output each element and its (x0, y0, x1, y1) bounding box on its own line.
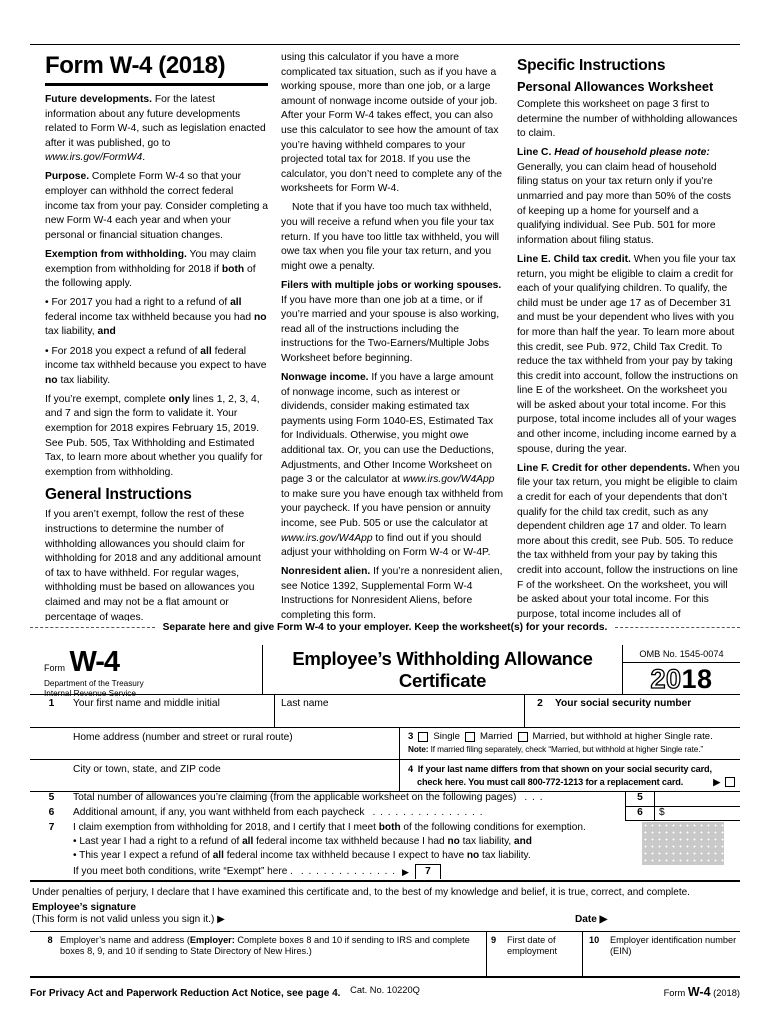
ssn-field[interactable] (525, 695, 740, 727)
line-4-number: 4 (408, 764, 413, 774)
title-rule (45, 83, 268, 86)
line-7-exempt-row (30, 863, 740, 879)
last-name-label: Last name (281, 698, 329, 709)
paragraph-future-developments: Future developments. For the latest information about any future developments related to Form W-4, such as legislation enacted after it was published, go to www.irs.gov/FormW4. (45, 94, 266, 164)
last-name-differs-checkbox[interactable] (725, 777, 735, 787)
line-7-intro (30, 821, 740, 835)
date-field[interactable]: Date ▶ (575, 914, 608, 925)
heading-specific-instructions: Specific Instructions (517, 57, 666, 74)
exempt-box-number: 7 (415, 864, 441, 879)
penalties-statement: Under penalties of perjury, I declare that I have examined this certificate and, to the best of my knowledge and belief, it is true, correct, and complete. (32, 887, 690, 898)
single-checkbox[interactable] (418, 732, 428, 742)
ssn-label: Your social security number (555, 698, 692, 709)
line-7-intro-text: I claim exemption from withholding for 2018, and I certify that I meet both of the following conditions for exemption. (73, 822, 586, 833)
separator-row (30, 622, 740, 633)
line-2-number: 2 (537, 698, 543, 709)
last-name-field[interactable] (275, 695, 525, 727)
paragraph-purpose: Purpose. Complete Form W-4 so that your employer can withhold the correct federal income tax from your pay. Consider completing a new Form W-4 each year and when your personal or financial situation changes. (45, 171, 268, 241)
certificate-title: Employee’s Withholding Allowance Certificate (292, 648, 593, 691)
instructions-column-left (45, 51, 268, 621)
filing-status-options (408, 731, 736, 742)
line-5-number: 5 (48, 792, 55, 803)
paragraph-nonwage-income: Nonwage income. If you have a large amount of nonwage income, such as interest or dividends, consider making estimated tax payments using Form 1040-ES, Estimated Tax for Individuals. Otherwise, you might owe additional tax. Or, you can use the Deductions, Adjustments, and Other Income Worksheet on page 3 or the calculator at www.irs.gov/W4App to make sure you have enough tax withheld from your paycheck. If you have pension or annuity income, see Pub. 505 or use the calculator at www.irs.gov/W4App to find out if you should adjust your withholding on Form W-4 or W-4P. (281, 371, 504, 559)
instructions-section (45, 51, 740, 621)
signature-validity-note: (This form is not valid unless you sign it.) ▶ (32, 914, 225, 925)
line-1-number: 1 (48, 698, 55, 709)
paragraph-note-withheld: Note that if you have too much tax withheld, you will receive a refund when you file your tax return. If you have too little tax withheld, you will owe tax when you file your tax return, and you might owe a penalty. (281, 202, 500, 272)
paragraph-complete-worksheet: Complete this worksheet on page 3 first to determine the number of withholding allowances to claim. (517, 99, 738, 140)
right-arrow-icon: ▶ (713, 776, 720, 787)
paragraph-using-calculator: using this calculator if you have a more complicated tax situation, such as if you have a working spouse, more than one job, or a large amount of nonwage income outside of your job. After your Form W-4 takes effect, you can also use this calculator to see how the amount of tax you’re having withheld compares to your projected total tax for 2018. If you use the calculator, you don’t need to complete any of the worksheets for Form W-4. (281, 52, 502, 195)
row-name-ssn (30, 695, 740, 728)
heading-personal-allowances-worksheet: Personal Allowances Worksheet (517, 79, 714, 94)
paragraph-line-e: Line E. Child tax credit. When you file your tax return, you might be eligible to claim a credit for each of your qualifying children. To qualify, the child must be under age 17 as of December 31 and must be your dependent who lives with you for more than half the year. To learn more about this credit, see Pub. 972, Child Tax Credit. To reduce the tax withheld from your pay by taking this credit into account, follow the instructions on line E of the worksheet. On the worksheet you will be asked about your total income. For this purpose, total income includes all of your wages and other income, including income earned by a spouse, during the year. (517, 253, 738, 455)
paragraph-general: If you aren’t exempt, follow the rest of these instructions to determine the number of withholding allowances you should claim for withholding for 2018 and any additional amount of tax to have withheld. For regular wages, withholding must be based on allowances you claimed and may not be a flat amount or percentage of wages. (45, 509, 261, 621)
signature-row[interactable] (30, 900, 740, 932)
form-title: Form W-4 (2018) (45, 52, 226, 79)
ein-field[interactable] (583, 932, 740, 976)
line-6-value-field[interactable] (655, 807, 740, 821)
line-4-line2: check here. You must call 800-772-1213 for a replacement card. (417, 776, 684, 787)
line-4-cell (400, 760, 740, 791)
first-name-field[interactable] (30, 695, 275, 727)
line-7-number: 7 (48, 822, 55, 833)
form-word: Form (44, 663, 65, 673)
paragraph-nonresident-alien: Nonresident alien. If you’re a nonresident alien, see Notice 1392, Supplemental Form W-4 Instructions for Nonresident Aliens, before completing this form. (281, 566, 503, 621)
first-name-label: Your first name and middle initial (73, 698, 220, 709)
line-6-label: Additional amount, if any, you want withheld from each paycheck (73, 807, 365, 818)
form-header-center (262, 645, 623, 694)
separator-dash-left (30, 627, 155, 628)
exempt-leader-dots: . . . . . . . . . . . . . (300, 866, 397, 877)
row-city-zip (30, 760, 740, 792)
privacy-act-notice: For Privacy Act and Paperwork Reduction Act Notice, see page 4. (30, 988, 341, 999)
city-state-zip-field[interactable] (30, 760, 400, 791)
line-5-value-field[interactable] (655, 792, 740, 807)
bullet-2017-refund: • For 2017 you had a right to a refund of all federal income tax withheld because you had no tax liability, and (45, 297, 267, 338)
exempt-instruction: If you meet both conditions, write “Exempt” here . (73, 866, 293, 877)
bullet-2018-refund: • For 2018 you expect a refund of all federal income tax withheld because you expect to have no tax liability. (45, 345, 267, 386)
top-rule (30, 44, 740, 45)
line-9-number: 9 (491, 935, 497, 945)
city-state-zip-label: City or town, state, and ZIP code (73, 764, 221, 775)
line-3-number: 3 (408, 731, 414, 742)
footer-form-number: W-4 (687, 985, 711, 999)
filing-status-cell (400, 728, 740, 759)
year-bold-digits: 18 (681, 664, 713, 694)
footer-form-year: (2018) (713, 988, 740, 998)
married-withhold-higher-checkbox[interactable] (518, 732, 528, 742)
omb-number: OMB No. 1545-0074 (623, 645, 740, 663)
department-line-2: Internal Revenue Service (44, 688, 136, 698)
home-address-label: Home address (number and street or rural route) (73, 732, 293, 743)
form-header-left (30, 645, 262, 698)
right-arrow-icon: ▶ (402, 867, 409, 877)
employer-name-address-field[interactable] (30, 932, 487, 976)
line-5-box-number: 5 (625, 792, 655, 807)
line-7-bullet-1: • Last year I had a right to a refund of all federal income tax withheld because I had no tax liability, and (73, 836, 532, 847)
married-withhold-higher-label: Married, but withhold at higher Single rate. (532, 731, 713, 742)
footer-form-word: Form (663, 988, 686, 998)
year-outline-digits: 20 (650, 664, 682, 694)
paragraph-filers-multiple-jobs: Filers with multiple jobs or working spouses. If you have more than one job at a time, or if you’re married and your spouse is also working, read all of the instructions including the instructions for the Two-Earners/Multiple Jobs Worksheet before beginning. (281, 279, 502, 364)
row-home-address (30, 728, 740, 760)
married-filing-note: Note: If married filing separately, check “Married, but withhold at higher Single rate.” (408, 745, 704, 754)
employer-row (30, 932, 740, 978)
employer-name-address-label: Employer’s name and address (Employer: Complete boxes 8 and 10 if sending to IRS and complete boxes 8, 9, and 10 if sending to State Directory of New Hires.) (60, 935, 470, 957)
line-8-number: 8 (47, 935, 53, 945)
form-header (30, 645, 740, 698)
employee-signature-label: Employee’s signature (32, 902, 136, 913)
form-header-right (623, 645, 740, 694)
line-4-text-2 (408, 776, 735, 789)
separator-text: Separate here and give Form W-4 to your employer. Keep the worksheet(s) for your records. (162, 622, 608, 633)
married-label: Married (480, 731, 513, 742)
first-date-employment-label: First date of employment (507, 935, 558, 957)
paragraph-line-f: Line F. Credit for other dependents. When you file your tax return, you might be eligible to claim a credit for each of your dependents that don’t qualify for the child tax credit, such as any dependent children age 17 and older. To learn more about this credit, see Pub. 505. To reduce the tax withheld from your pay by taking this credit into account, follow the instructions on line F of the worksheet. On the worksheet, you will be asked about your total income. For this purpose, total income includes all of (517, 462, 740, 620)
home-address-field[interactable] (30, 728, 400, 759)
single-label: Single (433, 731, 461, 742)
line-6-text-area (30, 807, 625, 821)
line-5-leader-dots: . . . (524, 792, 544, 803)
line-10-number: 10 (589, 935, 600, 945)
line-6-leader-dots: . . . . . . . . . . . . . . . (372, 807, 484, 818)
form-year (623, 663, 740, 695)
row-line-7 (30, 821, 740, 882)
heading-general-instructions: General Instructions (45, 486, 192, 504)
department-line-1: Department of the Treasury (44, 679, 144, 688)
line-4-check-area (707, 776, 735, 789)
line-5-text-area (30, 792, 625, 807)
row-line-5 (30, 792, 740, 807)
footer-form-id (664, 985, 740, 999)
line-6-number: 6 (48, 807, 55, 818)
dollar-sign: $ (659, 807, 665, 818)
first-date-employment-field[interactable] (487, 932, 583, 976)
line-4-line1: If your last name differs from that shown on your social security card, (417, 764, 712, 774)
w4-certificate-form (30, 645, 740, 999)
page-footer (30, 978, 740, 999)
line-6-box-number: 6 (625, 807, 655, 821)
paragraph-exempt-complete: If you’re exempt, complete only lines 1, 2, 3, 4, and 7 and sign the form to validate it. Your exemption for 2018 expires February 15, 2019. See Pub. 505, Tax Withholding and Estimated Tax, to learn more about whether you qualify for exemption from withholding. (45, 393, 263, 478)
instructions-column-right (517, 51, 740, 621)
ein-label: Employer identification number (EIN) (610, 935, 737, 957)
catalog-number: Cat. No. 10220Q (350, 985, 420, 995)
line-5-label: Total number of allowances you’re claiming (from the applicable worksheet on the following pages) (73, 792, 517, 803)
paragraph-line-c: Line C. Head of household please note: Generally, you can claim head of household filing status on your tax return only if you’re unmarried and pay more than 50% of the costs of keeping up a home for yourself and a qualifying individual. See Pub. 501 for more information about filing status. (517, 147, 732, 246)
line-4-text-1 (408, 763, 735, 776)
instructions-column-middle (281, 51, 504, 621)
married-checkbox[interactable] (465, 732, 475, 742)
shaded-unused-area (642, 822, 724, 865)
line-7-bullet-2: • This year I expect a refund of all federal income tax withheld because I expect to have no tax liability. (73, 850, 531, 861)
form-number: W-4 (69, 646, 120, 678)
separator-dash-right (615, 627, 740, 628)
row-line-6 (30, 807, 740, 821)
paragraph-exemption: Exemption from withholding. You may claim exemption from withholding for 2018 if both of the following apply. (45, 248, 257, 290)
